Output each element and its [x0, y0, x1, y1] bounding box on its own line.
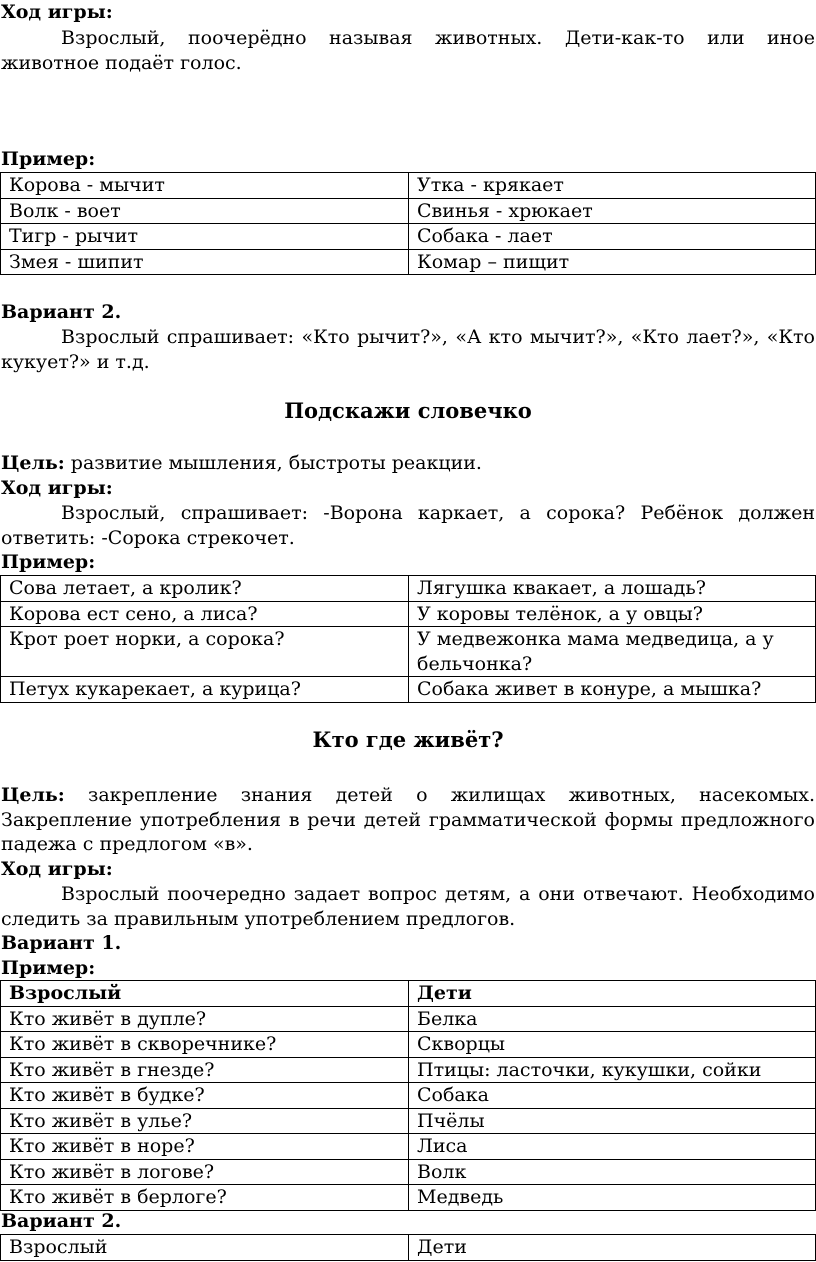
table-cell: Белка: [409, 1006, 816, 1032]
hod-igry-label-2: Ход игры:: [1, 477, 113, 499]
section-title-podskazhi: Подскажи словечко: [284, 398, 532, 423]
example-label-1: Пример:: [1, 148, 96, 170]
table-row: [1, 1134, 816, 1160]
hod-igry-label-3: Ход игры:: [1, 858, 113, 880]
table-cell: Петух кукарекает, а курица?: [1, 677, 409, 703]
table-row: [1, 677, 816, 703]
table-cell: Кто живёт в берлоге?: [1, 1185, 409, 1211]
table-cell: Медведь: [409, 1185, 816, 1211]
hod-igry-text-1: Взрослый, поочерёдно называя животных. Дети-как-то или иное животное подаёт голос.: [1, 27, 815, 74]
goal-text: развитие мышления, быстроты реакции.: [64, 452, 482, 474]
table-row: [1, 1057, 816, 1083]
table-header-row: [1, 981, 816, 1007]
table-header-cell: Взрослый: [1, 1235, 409, 1261]
table-cell: Собака - лает: [409, 224, 816, 250]
table-row: [1, 1108, 816, 1134]
table-row: [1, 1159, 816, 1185]
variant2-text-1: Взрослый спрашивает: «Кто рычит?», «А кто мычит?», «Кто лает?», «Кто кукует?» и т.д.: [1, 326, 815, 373]
table-cell: У медвежонка мама медведица, а у бельчонка?: [409, 627, 816, 677]
table-cell: Собака живет в конуре, а мышка?: [409, 677, 816, 703]
table-cell: Комар – пищит: [409, 249, 816, 275]
table-cell: Пчёлы: [409, 1108, 816, 1134]
goal-label: Цель:: [1, 784, 65, 806]
table-row: [1, 627, 816, 677]
table-cell: Кто живёт в логове?: [1, 1159, 409, 1185]
table-cell: Свинья - хрюкает: [409, 198, 816, 224]
goal-label: Цель:: [1, 452, 65, 474]
table-header-cell: Дети: [409, 981, 816, 1007]
table-row: [1, 1032, 816, 1058]
table-cell: Кто живёт в будке?: [1, 1083, 409, 1109]
table-cell: Кто живёт в скворечнике?: [1, 1032, 409, 1058]
goal-paragraph-3: [1, 783, 815, 857]
table-cell: Собака: [409, 1083, 816, 1109]
table-row: [1, 198, 816, 224]
table-cell: У коровы телёнок, а у овцы?: [409, 601, 816, 627]
table-cell: Кто живёт в норе?: [1, 1134, 409, 1160]
table-header-cell: Взрослый: [1, 981, 409, 1007]
hod-igry-text-3: Взрослый поочередно задает вопрос детям, а они отвечают. Необходимо следить за правильным употреблением предлогов.: [1, 883, 815, 930]
table-row: [1, 1006, 816, 1032]
table-cell: Кто живёт в гнезде?: [1, 1057, 409, 1083]
table-cell: Корова - мычит: [1, 173, 409, 199]
section-title-kto-gde: Кто где живёт?: [312, 727, 504, 752]
table-cell: Змея - шипит: [1, 249, 409, 275]
table-cell: Тигр - рычит: [1, 224, 409, 250]
table-cell: Кто живёт в дупле?: [1, 1006, 409, 1032]
table-cell: Лягушка квакает, а лошадь?: [409, 576, 816, 602]
goal-text: закрепление знания детей о жилищах животных, насекомых. Закрепление употребления в речи детей грамматической формы предложного падежа с предлогом «в».: [1, 784, 815, 855]
variant2-label-3: Вариант 2.: [1, 1210, 122, 1232]
table-row: [1, 249, 816, 275]
example-label-2: Пример:: [1, 551, 96, 573]
table-row: [1, 224, 816, 250]
table-cell: Сова летает, а кролик?: [1, 576, 409, 602]
table-row: [1, 601, 816, 627]
variant2-label-1: Вариант 2.: [1, 301, 122, 323]
table-cell: Волк - воет: [1, 198, 409, 224]
variant1-label-3: Вариант 1.: [1, 932, 122, 954]
example-table-2: [0, 575, 816, 703]
table-cell: Волк: [409, 1159, 816, 1185]
table-cell: Лиса: [409, 1134, 816, 1160]
example-table-3: [0, 980, 816, 1211]
hod-igry-text-2: Взрослый, спрашивает: -Ворона каркает, а сорока? Ребёнок должен ответить: -Сорока стрекочет.: [1, 502, 815, 549]
table-row: [1, 1083, 816, 1109]
example-table-1: [0, 172, 816, 275]
table-cell: Кто живёт в улье?: [1, 1108, 409, 1134]
table-cell: Корова ест сено, а лиса?: [1, 601, 409, 627]
table-header-cell: Дети: [409, 1235, 816, 1261]
table-row: [1, 173, 816, 199]
example-label-3: Пример:: [1, 957, 96, 979]
table-cell: Утка - крякает: [409, 173, 816, 199]
table-header-row: [1, 1235, 816, 1261]
table-cell: Крот роет норки, а сорока?: [1, 627, 409, 677]
table-cell: Скворцы: [409, 1032, 816, 1058]
goal-paragraph-2: [1, 451, 815, 476]
table-row: [1, 1185, 816, 1211]
hod-igry-label-1: Ход игры:: [1, 1, 113, 23]
example-table-4: [0, 1234, 816, 1261]
table-cell: Птицы: ласточки, кукушки, сойки: [409, 1057, 816, 1083]
table-row: [1, 576, 816, 602]
